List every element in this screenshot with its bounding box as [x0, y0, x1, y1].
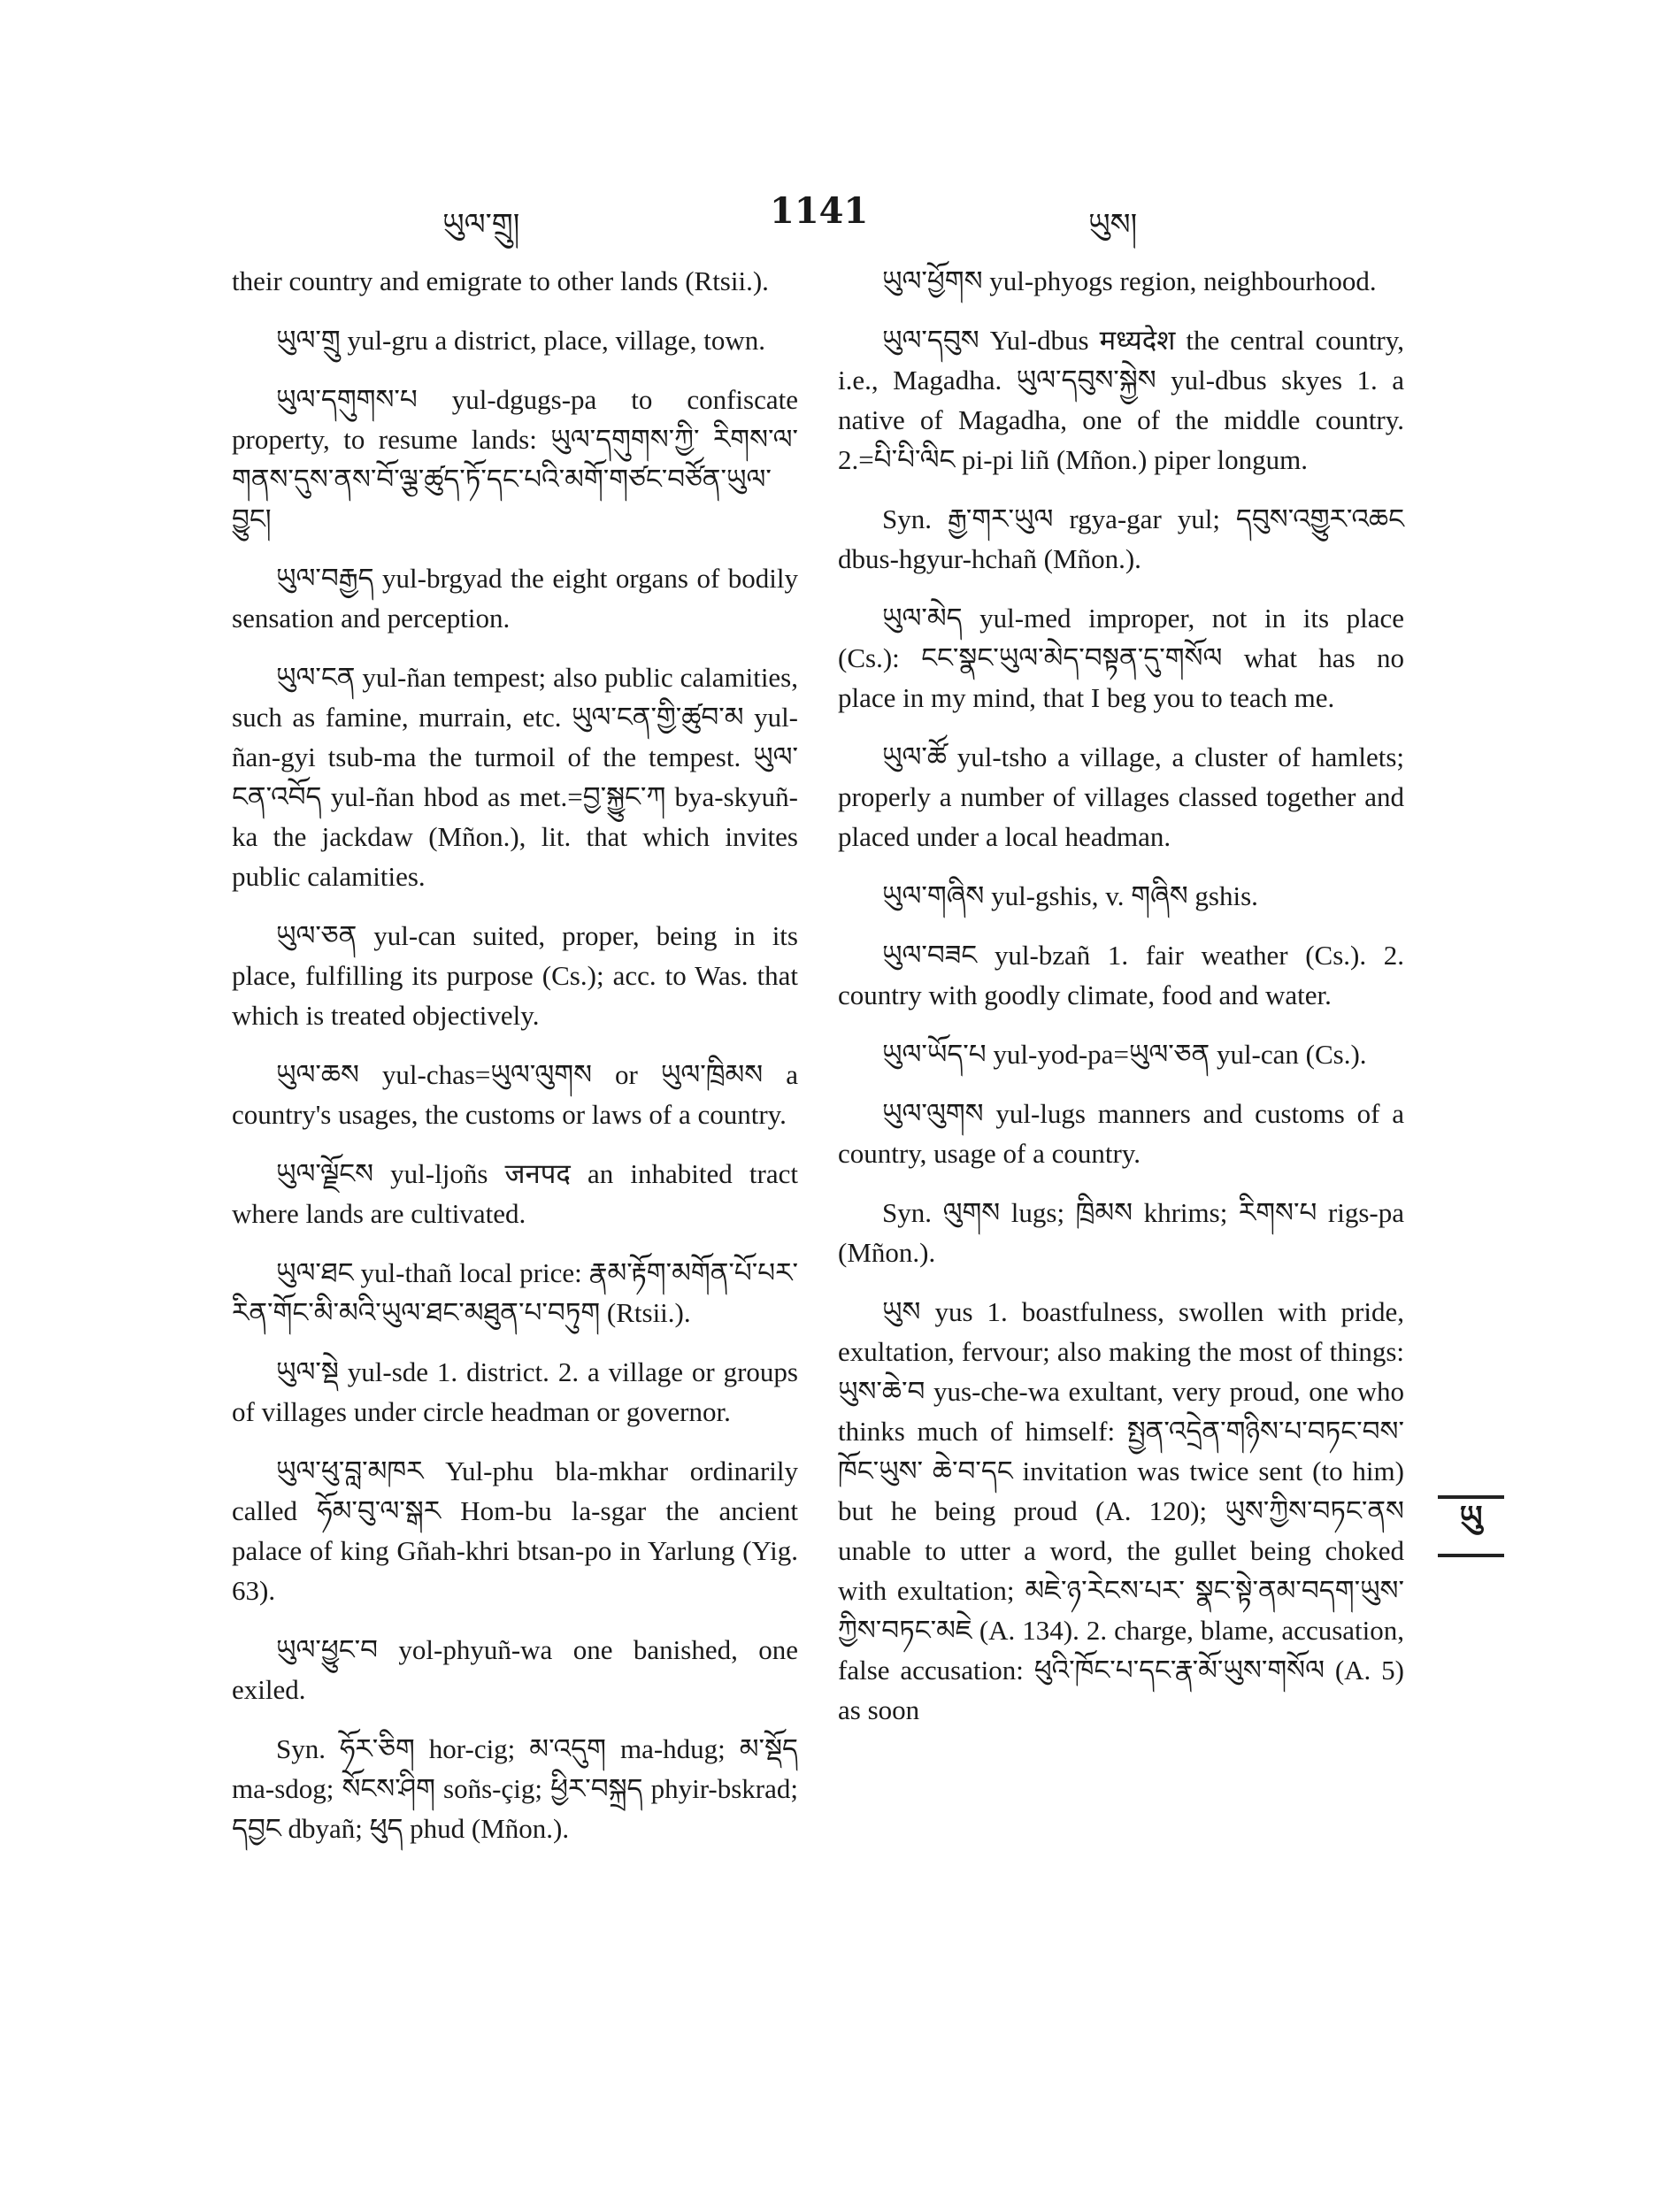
left-column [232, 261, 798, 1868]
dictionary-entry: ཡུལ་ངན yul-ñan tempest; also public calamities, such as famine, murrain, etc. ཡུལ་ངན་གྱི་ཚུབ་མ yul-ñan-gyi tsub-ma the turmoil of the tempest. ཡུལ་ངན་འབོད yul-ñan hbod as met.=བྱ་སྐྱུང་ཀ bya-skyuñ-ka the jackdaw (Mñon.), lit. that which invites public calamities. [232, 662, 798, 892]
section-thumb-index: ཡུ [1438, 1495, 1504, 1557]
dictionary-entry: ཡུལ་ཅན yul-can suited, proper, being in its place, fulfilling its purpose (Cs.); acc. to Was. that which is treated objectively. [232, 920, 798, 1031]
dictionary-entry: Syn. ཧོར་ཅིག hor-cig; མ་འདུག ma-hdug; མ་སྡོད ma-sdog; སོངས་ཤིག soñs-çig; ཕྱིར་བསྐྲད phyir-bskrad; དབྱང dbyañ; ཕུད phud (Mñon.). [232, 1733, 798, 1844]
dictionary-entry: ཡུལ་མེད yul-med improper, not in its place (Cs.): ངང་སྣང་ཡུལ་མེད་བསྟན་དུ་གསོལ what has no place in my mind, that I beg you to teach me. [838, 603, 1404, 713]
dictionary-entry-headword-yus: ཡུས yus 1. boastfulness, swollen with pride, exultation, fervour; also making the most of things: ཡུས་ཆེ་བ yus-che-wa exultant, very proud, one who thinks much of himself: སྤྱན་འདྲེན་གཉིས་པ་བཏང་བས་ཁོང་ཡུས་ ཆེ་བ་དང invitation was twice sent (to him) but he being proud (A. 120); ཡུས་ཀྱིས་བཏང་ནས unable to utter a word, the gullet being choked with exultation; མཇེ་ཉ་རེངས་པར་ སྣང་སྟེ་ནམ་བདག་ཡུས་ཀྱིས་བཏང་མཇེ (A. 134). 2. charge, blame, accusation, false accusation: ཕུའི་ཁོང་པ་དང་རྣ་མོ་ཡུས་གསོལ (A. 5) as soon [838, 1296, 1404, 1725]
page-header [230, 181, 1407, 252]
page-number: 1141 [770, 190, 869, 232]
dictionary-entry: ཡུལ་དགུགས་པ yul-dgugs-pa to confiscate property, to resume lands: ཡུལ་དགུགས་ཀྱི་ རིགས་ལ་གནས་དུས་ནས་བོ་ལྕ་ཚུད་ཏོ་དང་པའི་མགོ་གཙང་བཙོན་ཡུལ་ བྱུང། [232, 384, 798, 534]
dictionary-entry: their country and emigrate to other lands (Rtsii.). [232, 265, 769, 296]
dictionary-entry: ཡུལ་སྡེ yul-sde 1. district. 2. a village or groups of villages under circle headman or governor. [232, 1356, 798, 1427]
right-column [838, 261, 1404, 1749]
dictionary-entry: ཡུལ་གཞིས yul-gshis, v. གཞིས gshis. [882, 880, 1258, 911]
dictionary-entry: ཡུལ་དབུས Yul-dbus मध्यदेश the central country, i.e., Magadha. ཡུལ་དབུས་སྐྱེས yul-dbus skyes 1. a native of Magadha, one of the middle country. 2.=པི་པི་ལིང pi-pi liñ (Mñon.) piper longum. [838, 325, 1404, 475]
dictionary-entry: Syn. རྒྱ་གར་ཡུལ rgya-gar yul; དབུས་འགྱུར་འཆང dbus-hgyur-hchañ (Mñon.). [838, 503, 1404, 574]
dictionary-entry: ཡུལ་ཕྱོགས yul-phyogs region, neighbourhood. [882, 265, 1377, 296]
right-running-head: ཡུས། [1088, 207, 1138, 242]
dictionary-entry: ཡུལ་ལུགས yul-lugs manners and customs of a country, usage of a country. [838, 1098, 1404, 1169]
dictionary-entry: ཡུལ་གྲུ yul-gru a district, place, village, town. [276, 325, 766, 356]
dictionary-entry: ཡུལ་བཟང yul-bzañ 1. fair weather (Cs.). 2. country with goodly climate, food and water. [838, 940, 1404, 1010]
dictionary-entry: ཡུལ་ཐང yul-thañ local price: རྣམ་རྟོག་མགོན་པོ་པར་ རིན་གོང་མི་མའི་ཡུལ་ཐང་མཐུན་པ་བཏུག (Rtsii.). [232, 1257, 798, 1328]
left-running-head: ཡུལ་གྲུ། [442, 207, 520, 242]
dictionary-entry: ཡུལ་ཕུ་བླ་མཁར Yul-phu bla-mkhar ordinarily called ཧོམ་བུ་ལ་སྒར Hom-bu la-sgar the ancient palace of king Gñah-khri btsan-po in Yarlung (Yig. 63). [232, 1455, 798, 1606]
dictionary-entry: ཡུལ་ཕྱུང་བ yol-phyuñ-wa one banished, one exiled. [232, 1634, 798, 1705]
dictionary-entry: ཡུལ་ཆས yul-chas=ཡུལ་ལུགས or ཡུལ་ཁྲིམས a country's usages, the customs or laws of a country. [232, 1059, 798, 1130]
dictionary-entry: ཡུལ་ཚོ yul-tsho a village, a cluster of hamlets; properly a number of villages classed together and placed under a local headman. [838, 741, 1404, 852]
dictionary-entry: ཡུལ་ཡོད་པ yul-yod-pa=ཡུལ་ཅན yul-can (Cs.). [882, 1039, 1367, 1070]
dictionary-entry: ཡུལ་ལྗོངས yul-ljoñs जनपद an inhabited tract where lands are cultivated. [232, 1158, 798, 1229]
dictionary-entry: Syn. ལུགས lugs; ཁྲིམས khrims; རིགས་པ rigs-pa (Mñon.). [838, 1197, 1404, 1268]
dictionary-entry: ཡུལ་བརྒྱད yul-brgyad the eight organs of bodily sensation and perception. [232, 563, 798, 634]
